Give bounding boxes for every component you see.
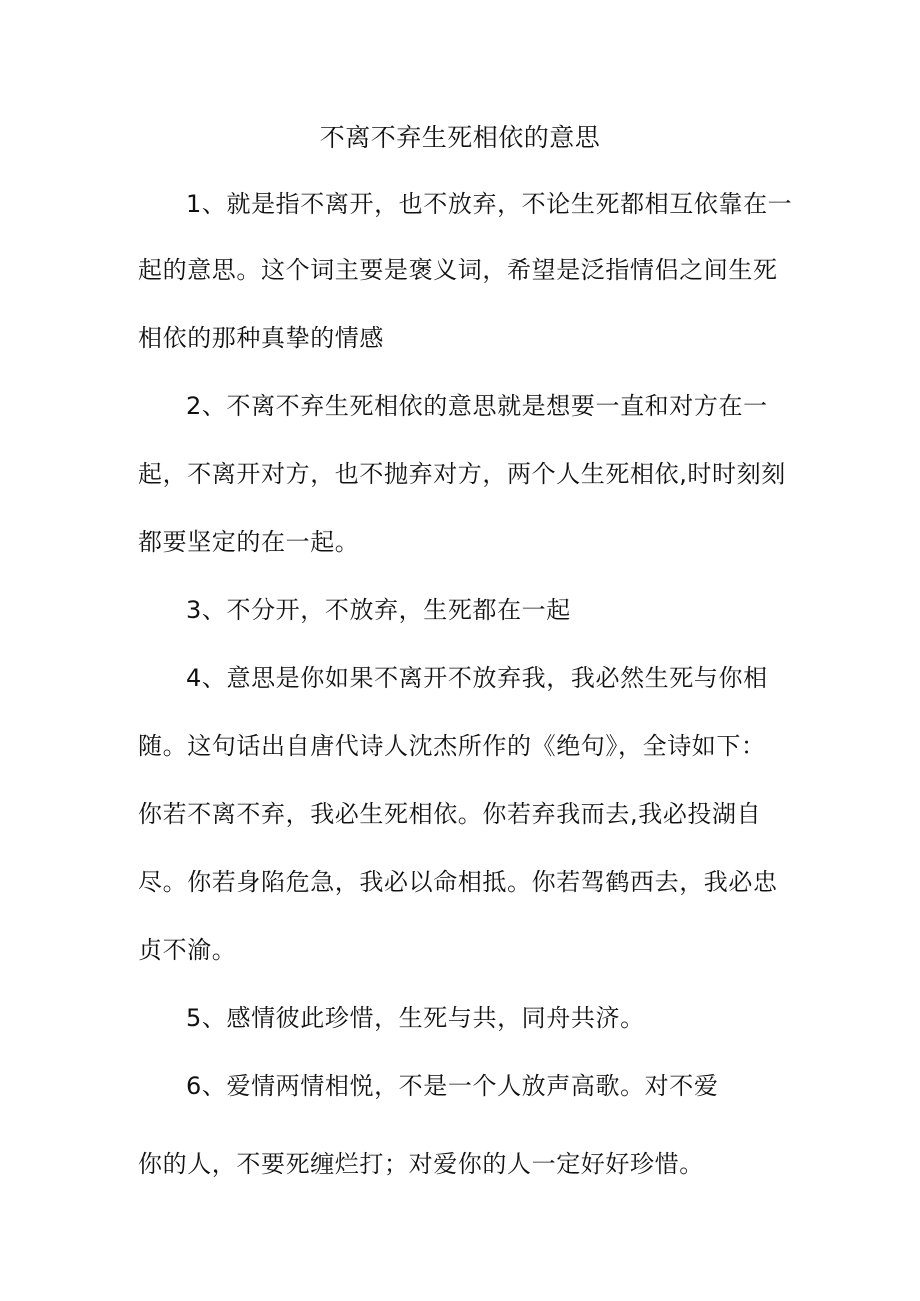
paragraph-4-line-4: 尽。你若身陷危急，我必以命相抵。你若驾鹤西去，我必忠 [138,868,778,896]
paragraph-1-line-3: 相依的那种真挚的情感 [138,324,384,352]
paragraph-5-line-1: 5、感情彼此珍惜，生死与共，同舟共济。 [186,1004,645,1032]
paragraph-4-line-5: 贞不渝。 [138,936,237,964]
paragraph-3-line-1: 3、不分开，不放弃，生死都在一起 [186,596,571,624]
document-title: 不离不弃生死相依的意思 [319,123,601,152]
paragraph-6-line-1: 6、爱情两情相悦，不是一个人放声高歌。对不爱 [186,1072,719,1100]
paragraph-1-line-2: 起的意思。这个词主要是褒义词，希望是泛指情侣之间生死 [138,256,778,284]
paragraph-4-line-1: 4、意思是你如果不离开不放弃我，我必然生死与你相 [186,664,768,692]
paragraph-4-line-3: 你若不离不弃，我必生死相依。你若弃我而去,我必投湖自 [138,800,762,828]
paragraph-2-line-3: 都要坚定的在一起。 [138,528,360,556]
paragraph-2-line-1: 2、不离不弃生死相依的意思就是想要一直和对方在一 [186,392,768,420]
paragraph-6-line-2: 你的人，不要死缠烂打；对爱你的人一定好好珍惜。 [138,1150,704,1178]
paragraph-1-line-1: 1、就是指不离开，也不放弃，不论生死都相互依靠在一 [186,190,793,218]
paragraph-2-line-2: 起，不离开对方，也不抛弃对方，两个人生死相依,时时刻刻 [138,460,786,488]
paragraph-4-line-2: 随。这句话出自唐代诗人沈杰所作的《绝句》，全诗如下： [138,732,766,760]
